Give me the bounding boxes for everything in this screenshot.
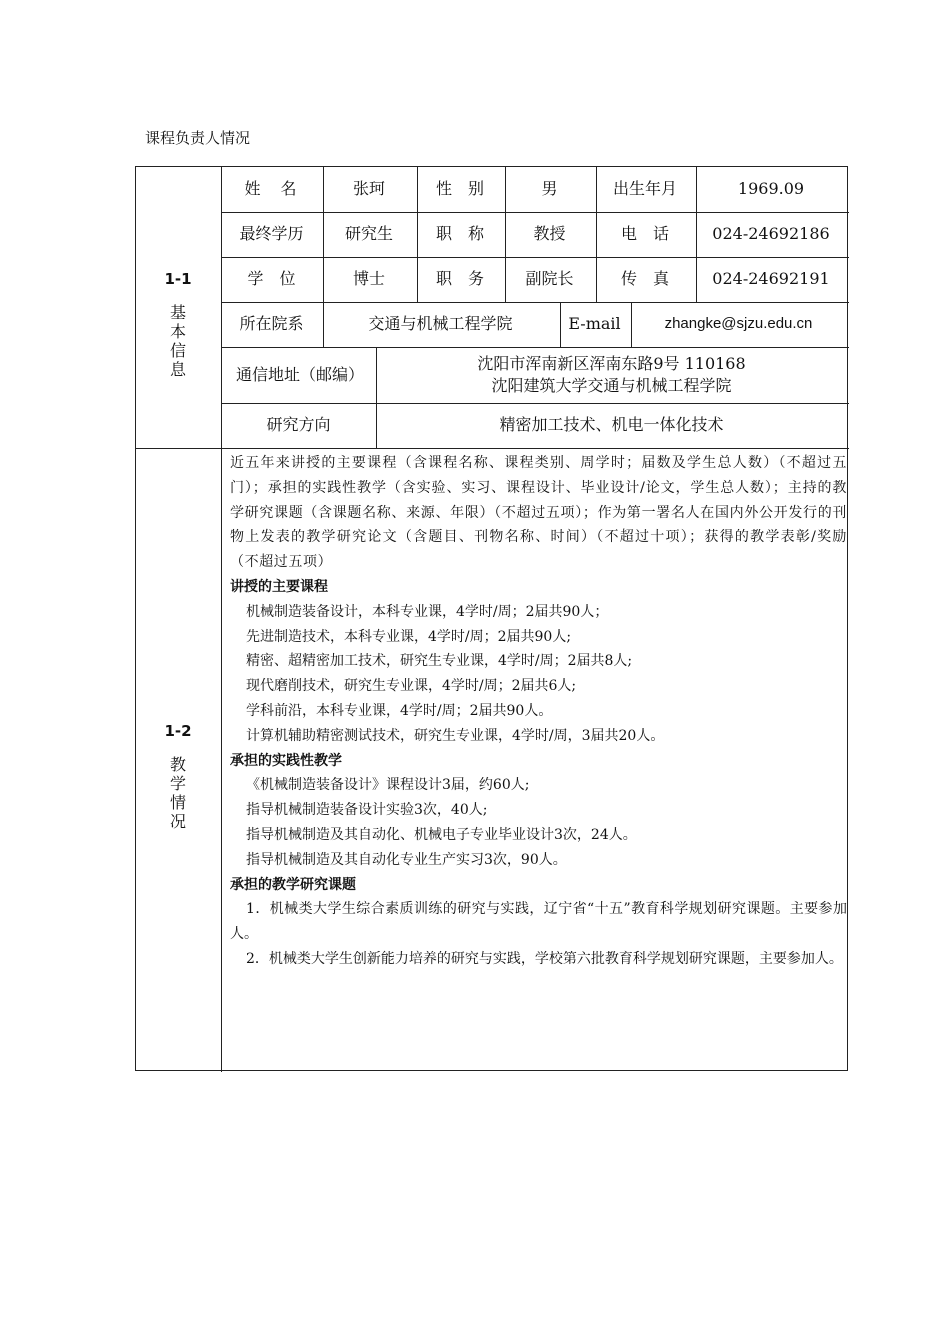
list-item: 机械制造装备设计，本科专业课，4学时/周；2届共90人；	[246, 603, 609, 620]
research-direction-label: 研究方向	[266, 415, 331, 434]
birth-value: 1969.09	[737, 179, 805, 198]
address-label: 通信地址（邮编）	[236, 364, 365, 384]
phone-value: 024-24692186	[712, 224, 830, 243]
courses-list	[230, 600, 847, 749]
list-item: 先进制造技术，本科专业课，4学时/周；2届共90人;	[246, 628, 572, 645]
page-heading: 课程负责人情况	[145, 129, 251, 147]
section-teaching-title: 教学情况	[169, 755, 186, 831]
research-direction-value: 精密加工技术、机电一体化技术	[499, 415, 724, 434]
research-project-1: 1．机械类大学生综合素质训练的研究与实践，辽宁省“十五”教育科学规划研究课题。主要参加人。	[230, 901, 847, 943]
education-label: 最终学历	[239, 224, 304, 243]
gender-label: 性 别	[435, 179, 484, 198]
practice-list	[230, 773, 847, 872]
list-item: 学科前沿，本科专业课，4学时/周；2届共90人。	[246, 702, 553, 719]
research-project-2: 2．机械类大学生创新能力培养的研究与实践，学校第六批教育科学规划研究课题，主要参加人。	[246, 950, 843, 967]
section-teaching-label	[135, 722, 221, 831]
post-value: 副院长	[525, 269, 574, 288]
practice-heading: 承担的实践性教学	[230, 752, 342, 769]
name-label: 姓 名	[244, 179, 299, 198]
phone-label: 电 话	[620, 224, 669, 243]
department-value: 交通与机械工程学院	[368, 314, 513, 333]
gender-value: 男	[541, 179, 558, 198]
title-label: 职 称	[435, 224, 484, 243]
section-basic-number: 1-1	[164, 270, 192, 288]
fax-label: 传 真	[620, 269, 669, 288]
address-line-2: 沈阳建筑大学交通与机械工程学院	[491, 375, 732, 395]
teaching-instructions: 近五年来讲授的主要课程（含课程名称、课程类别、周学时；届数及学生总人数）（不超过五门）；承担的实践性教学（含实验、实习、课程设计、毕业设计/论文，学生总人数）；主持的教学研究课题（含课题名称、来源、年限）（不超过五项）；作为第一署名人在国内外公开发行的刊物上发表的教学研究论文（含题目、刊物名称、时间）（不超过十项）；获得的教学表彰/奖励（不超过五项）	[230, 455, 847, 571]
list-item: 指导机械制造及其自动化专业生产实习3次，90人。	[246, 851, 567, 868]
list-item: 《机械制造装备设计》课程设计3届，约60人;	[246, 777, 530, 794]
research-projects-heading: 承担的教学研究课题	[230, 876, 356, 893]
birth-label: 出生年月	[612, 179, 677, 198]
name-value: 张珂	[352, 179, 385, 198]
education-value: 研究生	[344, 224, 393, 243]
section-teaching-number: 1-2	[164, 722, 192, 740]
email-value[interactable]: zhangke@sjzu.edu.cn	[664, 315, 813, 332]
list-item: 精密、超精密加工技术，研究生专业课，4学时/周；2届共8人;	[246, 653, 633, 670]
list-item: 指导机械制造及其自动化、机械电子专业毕业设计3次，24人。	[246, 826, 637, 843]
courses-heading: 讲授的主要课程	[230, 578, 328, 595]
post-label: 职 务	[435, 269, 484, 288]
teaching-content	[230, 451, 847, 972]
address-line-1: 沈阳市浑南新区浑南东路9号 110168	[477, 353, 746, 373]
list-item: 现代磨削技术，研究生专业课，4学时/周；2届共6人;	[246, 678, 577, 695]
title-value: 教授	[533, 224, 566, 243]
fax-value: 024-24692191	[712, 269, 830, 288]
email-label: E-mail	[568, 314, 621, 333]
address-value	[376, 347, 847, 402]
section-basic-label	[135, 270, 221, 379]
department-label: 所在院系	[239, 314, 304, 333]
list-item: 计算机辅助精密测试技术，研究生专业课，4学时/周，3届共20人。	[246, 727, 665, 744]
degree-value: 博士	[352, 269, 385, 288]
section-basic-title: 基本信息	[169, 303, 186, 379]
list-item: 指导机械制造装备设计实验3次，40人;	[246, 802, 488, 819]
degree-label: 学 位	[247, 269, 296, 288]
